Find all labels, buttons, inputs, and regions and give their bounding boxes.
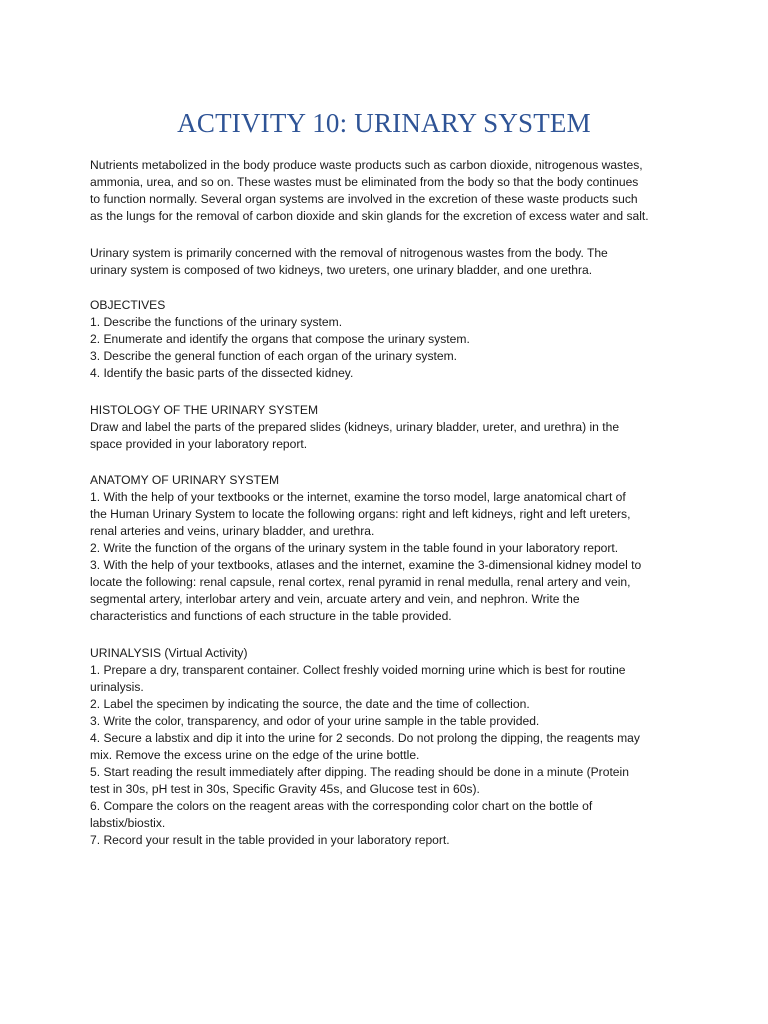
objectives-heading: OBJECTIVES [90, 298, 166, 312]
intro-paragraph-2 [90, 245, 690, 279]
histology-heading: HISTOLOGY OF THE URINARY SYSTEM [90, 403, 319, 417]
histology-section [90, 402, 690, 453]
objective-item-1: 1. Describe the functions of the urinary system. [90, 315, 343, 329]
objective-item-3: 3. Describe the general function of each organ of the urinary system. [90, 349, 458, 363]
page-title: ACTIVITY 10: URINARY SYSTEM [177, 108, 591, 138]
anatomy-item-3: 3. With the help of your textbooks, atlases and the internet, examine the 3-dimensional kidney model to locate the following: renal capsule, renal cortex, renal pyramid in renal medulla, renal artery and vein, segmental artery, interlobar artery and vein, arcuate artery and vein, and nephron. Write the characteristics and functions of each structure in the table provided. [90, 558, 642, 623]
urinalysis-item-4: 4. Secure a labstix and dip it into the urine for 2 seconds. Do not prolong the dipping, the reagents may mix. Remove the excess urine on the edge of the urine bottle. [90, 731, 640, 762]
anatomy-item-2: 2. Write the function of the organs of the urinary system in the table found in your laboratory report. [90, 541, 619, 555]
urinalysis-heading: URINALYSIS [90, 646, 162, 660]
objective-item-2: 2. Enumerate and identify the organs that compose the urinary system. [90, 332, 470, 346]
intro-text-1: Nutrients metabolized in the body produce waste products such as carbon dioxide, nitrogenous wastes, ammonia, urea, and so on. These wastes must be eliminated from the body so that the body continues to function normally. Several organ systems are involved in the excretion of these waste products such as the lungs for the removal of carbon dioxide and skin glands for the excretion of excess water and salt. [90, 158, 649, 223]
urinalysis-section [90, 645, 690, 849]
urinalysis-item-7: 7. Record your result in the table provided in your laboratory report. [90, 833, 450, 847]
objective-item-4: 4. Identify the basic parts of the dissected kidney. [90, 366, 354, 380]
urinalysis-heading-note: (Virtual Activity) [164, 646, 248, 660]
urinalysis-item-1: 1. Prepare a dry, transparent container. Collect freshly voided morning urine which is best for routine urinalysis. [90, 663, 626, 694]
urinalysis-item-2: 2. Label the specimen by indicating the source, the date and the time of collection. [90, 697, 530, 711]
intro-text-2: Urinary system is primarily concerned with the removal of nitrogenous wastes from the body. The urinary system is composed of two kidneys, two ureters, one urinary bladder, and one urethra. [90, 246, 608, 277]
anatomy-section [90, 472, 690, 625]
anatomy-item-1: 1. With the help of your textbooks or the internet, examine the torso model, large anatomical chart of the Human Urinary System to locate the following organs: right and left kidneys, right and left ureters, renal arteries and veins, urinary bladder, and urethra. [90, 490, 631, 538]
urinalysis-item-6: 6. Compare the colors on the reagent areas with the corresponding color chart on the bottle of labstix/biostix. [90, 799, 593, 830]
objectives-section [90, 297, 690, 382]
anatomy-heading: ANATOMY OF URINARY SYSTEM [90, 473, 280, 487]
intro-paragraph-1 [90, 157, 690, 225]
histology-text: Draw and label the parts of the prepared slides (kidneys, urinary bladder, ureter, and urethra) in the space provided in your laboratory report. [90, 420, 620, 451]
urinalysis-item-5: 5. Start reading the result immediately after dipping. The reading should be done in a minute (Protein test in 30s, pH test in 30s, Specific Gravity 45s, and Glucose test in 60s). [90, 765, 629, 796]
urinalysis-item-3: 3. Write the color, transparency, and odor of your urine sample in the table provided. [90, 714, 540, 728]
urinalysis-heading-line [90, 645, 690, 662]
